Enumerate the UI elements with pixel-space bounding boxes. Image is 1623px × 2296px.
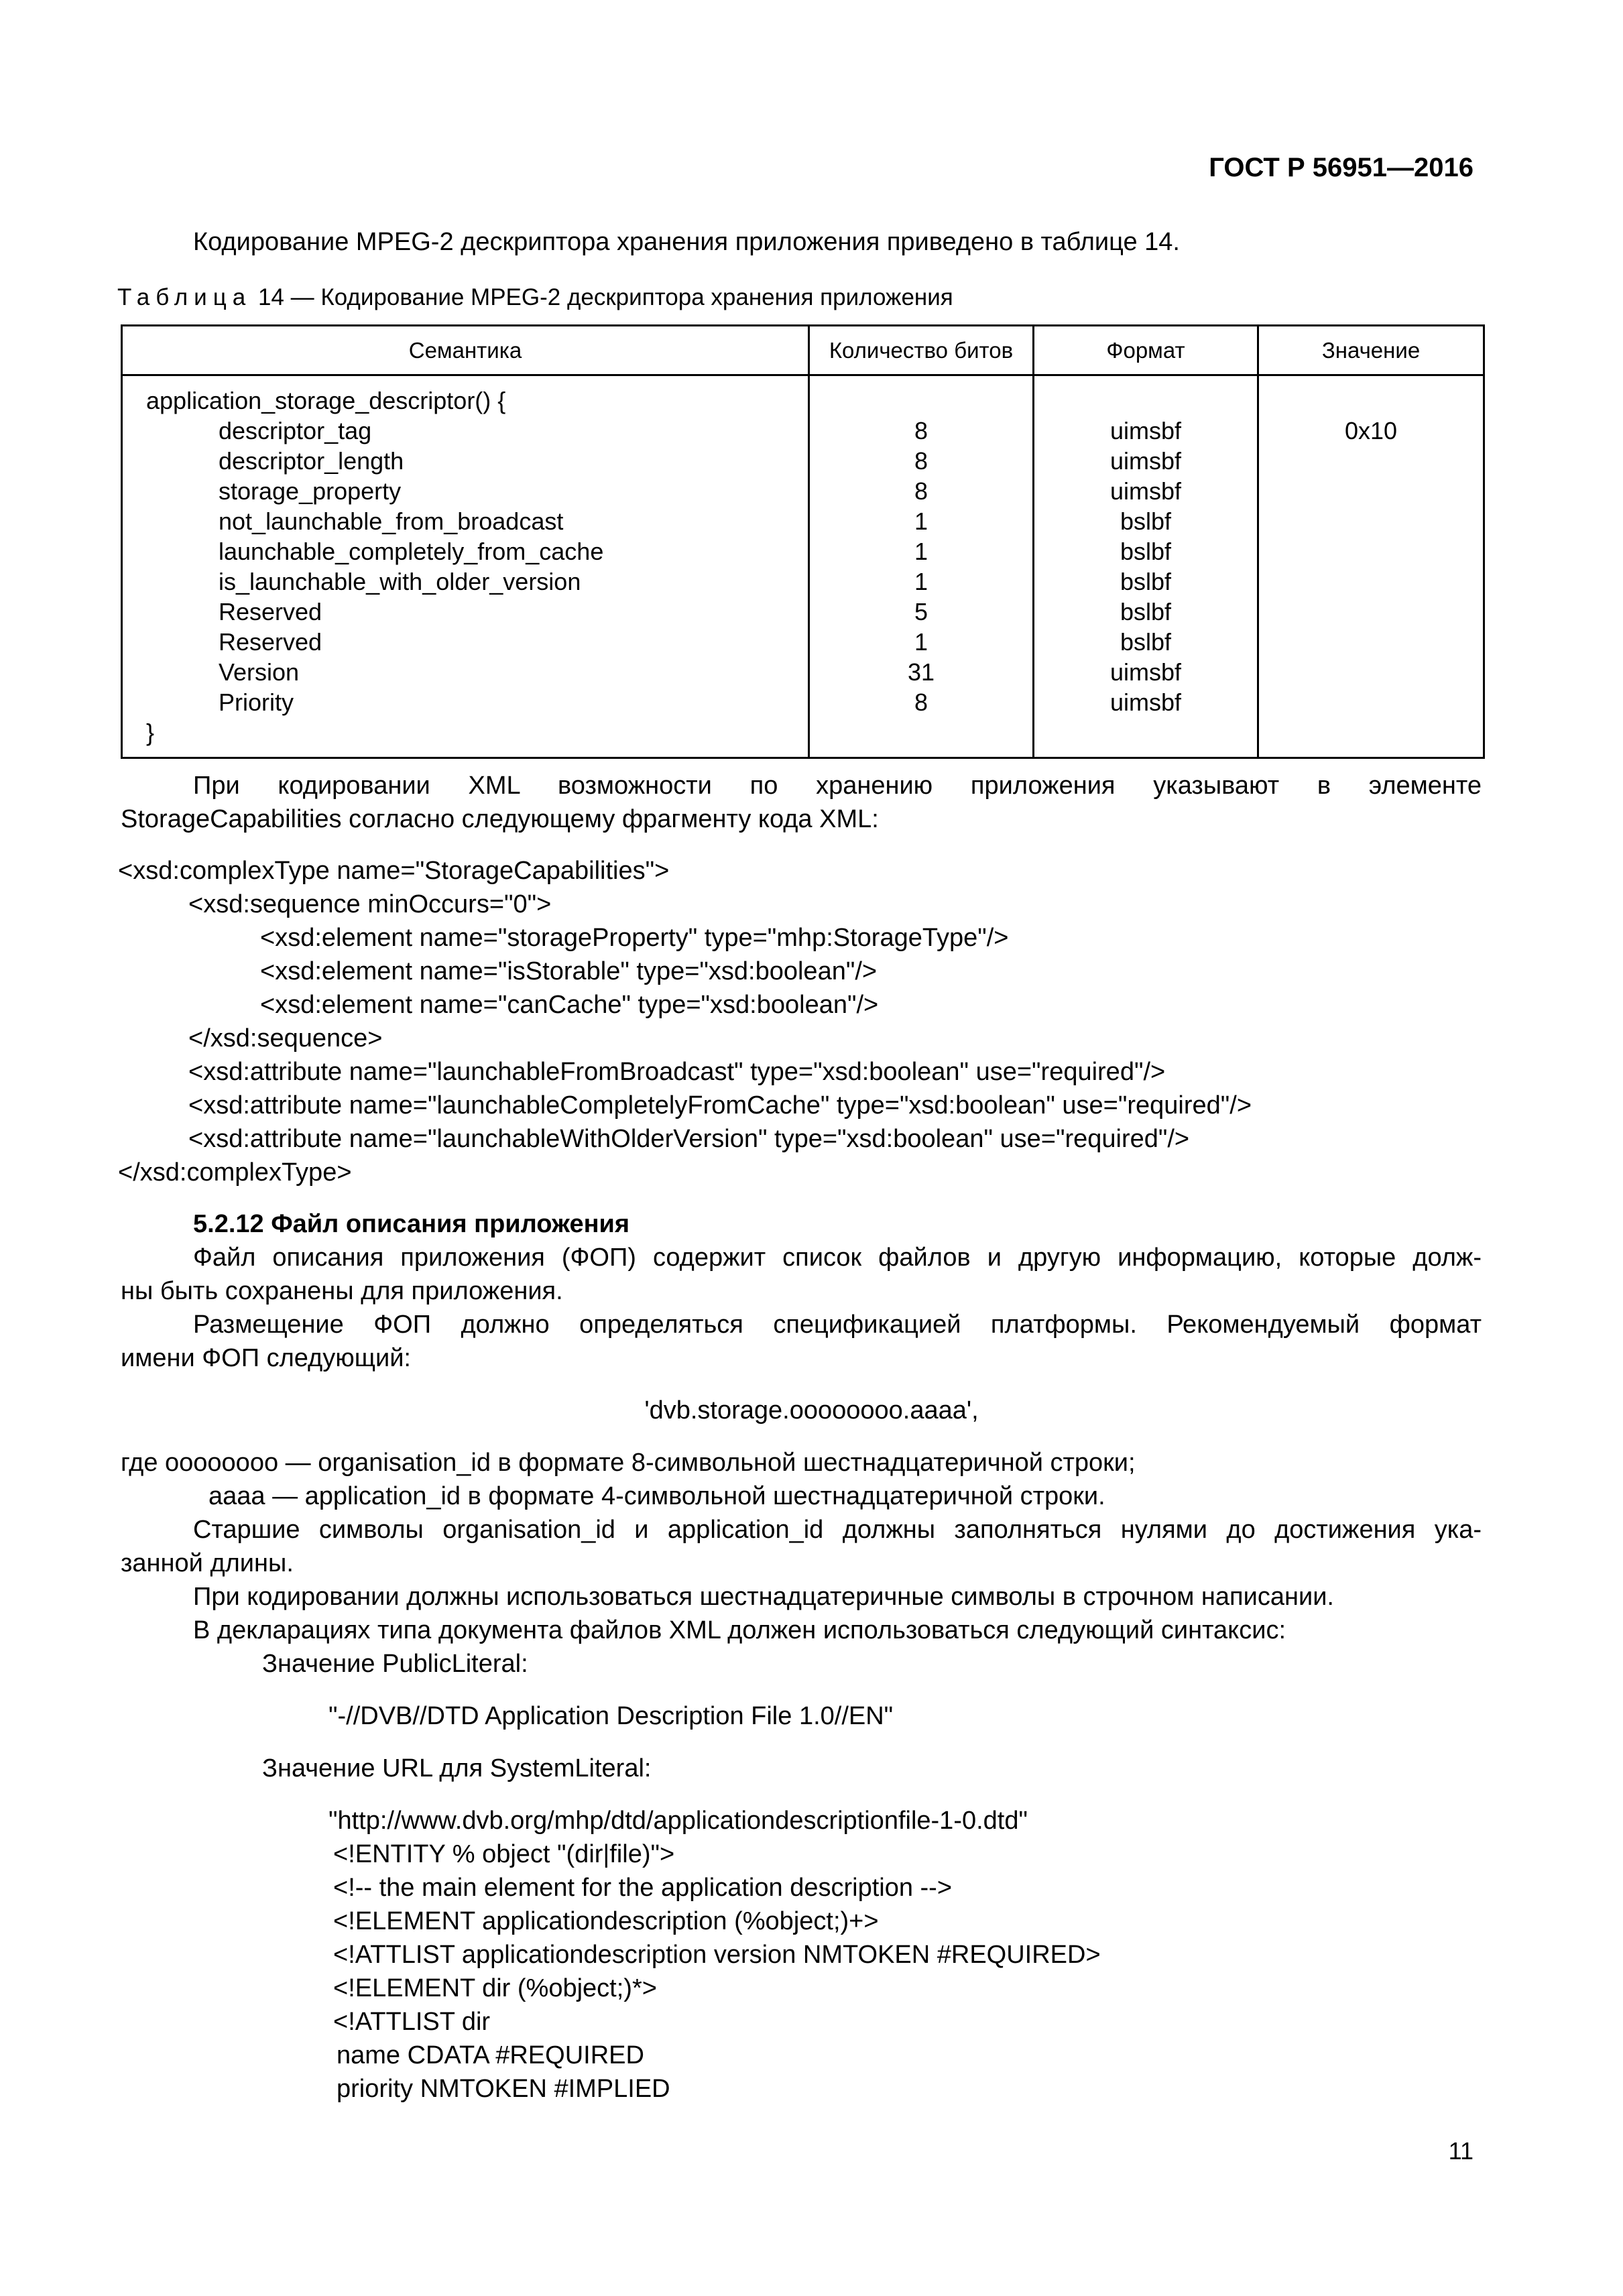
field-name: Reserved <box>219 598 322 625</box>
header-value: Значение <box>1258 326 1484 375</box>
field-format: bslbf <box>1120 568 1172 595</box>
field-name: storage_property <box>219 477 402 505</box>
xml-code-line: <xsd:element name="storageProperty" type="mhp:StorageType"/> <box>260 924 1009 952</box>
descriptor-open: application_storage_descriptor() { <box>146 387 506 414</box>
where-application-id: aaaa — application_id в формате 4-символьной шестнадцатеричной строки. <box>208 1482 1105 1510</box>
field-name: Version <box>219 658 300 686</box>
field-value <box>1259 446 1483 476</box>
dtd-line: <!ATTLIST dir <box>333 2008 491 2036</box>
filename-format: 'dvb.storage.oooooooo.aaaa', <box>644 1396 979 1425</box>
section-p4: При кодировании должны использоваться шестнадцатеричные символы в строчном написании. <box>193 1583 1334 1611</box>
section-p1-line-1: Файл описания приложения (ФОП) содержит список файлов и другую информацию, которые долж- <box>193 1244 1482 1272</box>
dtd-line: priority NMTOKEN #IMPLIED <box>337 2075 670 2103</box>
field-format: bslbf <box>1120 598 1172 625</box>
field-format: bslbf <box>1120 507 1172 535</box>
field-value <box>1259 627 1483 657</box>
field-value <box>1259 506 1483 536</box>
value-cell <box>1258 375 1484 758</box>
dtd-line: "http://www.dvb.org/mhp/dtd/applicationdescriptionfile-1-0.dtd" <box>328 1807 1028 1835</box>
field-bits: 31 <box>907 658 935 686</box>
xml-paragraph-line-2: StorageCapabilities согласно следующему фрагменту кода XML: <box>121 805 879 833</box>
document-id: ГОСТ Р 56951—2016 <box>1209 153 1474 182</box>
dtd-line: name CDATA #REQUIRED <box>337 2041 644 2069</box>
field-name: Reserved <box>219 628 322 656</box>
field-value <box>1259 566 1483 597</box>
xml-code-line: </xsd:sequence> <box>188 1024 383 1052</box>
xml-paragraph-line-1: При кодировании XML возможности по хранению приложения указывают в элементе <box>193 772 1482 800</box>
xml-code-line: <xsd:attribute name="launchableFromBroadcast" type="xsd:boolean" use="required"/> <box>188 1058 1166 1086</box>
field-format: uimsbf <box>1109 417 1182 444</box>
field-format: uimsbf <box>1109 688 1182 716</box>
table-header-row <box>122 326 1484 375</box>
field-bits: 1 <box>914 507 928 535</box>
section-p1-line-2: ны быть сохранены для приложения. <box>121 1277 563 1305</box>
header-format: Формат <box>1034 326 1258 375</box>
descriptor-close: } <box>146 719 155 746</box>
field-bits: 8 <box>914 477 928 505</box>
section-p5: В декларациях типа документа файлов XML должен использоваться следующий синтаксис: <box>193 1616 1286 1644</box>
bits-cell <box>809 375 1034 758</box>
section-p2-line-2: имени ФОП следующий: <box>121 1344 411 1372</box>
field-value <box>1259 536 1483 566</box>
field-bits: 1 <box>914 568 928 595</box>
table-caption-text: 14 — Кодирование MPEG-2 дескриптора хранения приложения <box>251 284 953 310</box>
field-name: Priority <box>219 688 294 716</box>
field-value: 0x10 <box>1344 417 1398 444</box>
field-value <box>1259 687 1483 717</box>
intro-paragraph: Кодирование MPEG-2 дескриптора хранения приложения приведено в таблице 14. <box>193 228 1180 256</box>
dtd-line: <!ENTITY % object "(dir|file)"> <box>333 1840 675 1868</box>
table-caption <box>117 284 953 311</box>
xml-code-line: </xsd:complexType> <box>118 1158 352 1187</box>
xml-code-line: <xsd:sequence minOccurs="0"> <box>188 890 552 918</box>
field-format: bslbf <box>1120 628 1172 656</box>
semantics-cell <box>122 375 809 758</box>
descriptor-table <box>121 324 1485 759</box>
public-literal-label: Значение PublicLiteral: <box>262 1650 528 1678</box>
section-p2-line-1: Размещение ФОП должно определяться спецификацией платформы. Рекомендуемый формат <box>193 1311 1482 1339</box>
field-name: is_launchable_with_older_version <box>219 568 581 595</box>
field-value <box>1259 657 1483 687</box>
xml-code-line: <xsd:attribute name="launchableCompletelyFromCache" type="xsd:boolean" use="required"/> <box>188 1091 1252 1120</box>
field-value <box>1259 476 1483 506</box>
field-name: descriptor_length <box>219 447 404 475</box>
field-bits: 8 <box>914 688 928 716</box>
xml-code-line: <xsd:element name="canCache" type="xsd:boolean"/> <box>260 991 879 1019</box>
dtd-line: <!ELEMENT dir (%object;)*> <box>333 1974 657 2002</box>
header-semantics: Семантика <box>122 326 809 375</box>
field-bits: 8 <box>914 417 928 444</box>
format-cell <box>1034 375 1258 758</box>
table-body-row <box>122 375 1484 758</box>
field-name: descriptor_tag <box>219 417 372 444</box>
field-bits: 1 <box>914 538 928 565</box>
dtd-line: <!ELEMENT applicationdescription (%object;)+> <box>333 1907 879 1935</box>
field-bits: 8 <box>914 447 928 475</box>
header-bits: Количество битов <box>809 326 1034 375</box>
dtd-line: <!ATTLIST applicationdescription version NMTOKEN #REQUIRED> <box>333 1941 1101 1969</box>
section-heading: 5.2.12 Файл описания приложения <box>193 1210 630 1238</box>
xml-code-line: <xsd:complexType name="StorageCapabilities"> <box>118 857 670 885</box>
field-name: launchable_completely_from_cache <box>219 538 604 565</box>
public-literal-value: "-//DVB//DTD Application Description File 1.0//EN" <box>328 1702 894 1730</box>
field-name: not_launchable_from_broadcast <box>219 507 564 535</box>
xml-code-line: <xsd:attribute name="launchableWithOlderVersion" type="xsd:boolean" use="required"/> <box>188 1125 1190 1153</box>
page-number: 11 <box>1448 2137 1474 2165</box>
xml-code-line: <xsd:element name="isStorable" type="xsd:boolean"/> <box>260 957 878 985</box>
field-value <box>1259 597 1483 627</box>
field-format: uimsbf <box>1109 477 1182 505</box>
field-format: uimsbf <box>1109 447 1182 475</box>
field-bits: 1 <box>914 628 928 656</box>
table-caption-label: Таблица <box>117 284 252 310</box>
dtd-line: <!-- the main element for the application description --> <box>333 1874 953 1902</box>
where-organisation-id: где oooooooo — organisation_id в формате 8-символьной шестнадцатеричной строки; <box>121 1449 1136 1477</box>
section-p3-line-2: занной длины. <box>121 1549 294 1577</box>
field-format: uimsbf <box>1109 658 1182 686</box>
field-bits: 5 <box>914 598 928 625</box>
section-p3-line-1: Старшие символы organisation_id и application_id должны заполняться нулями до достижения ука- <box>193 1516 1482 1544</box>
field-format: bslbf <box>1120 538 1172 565</box>
url-label: Значение URL для SystemLiteral: <box>262 1754 652 1783</box>
